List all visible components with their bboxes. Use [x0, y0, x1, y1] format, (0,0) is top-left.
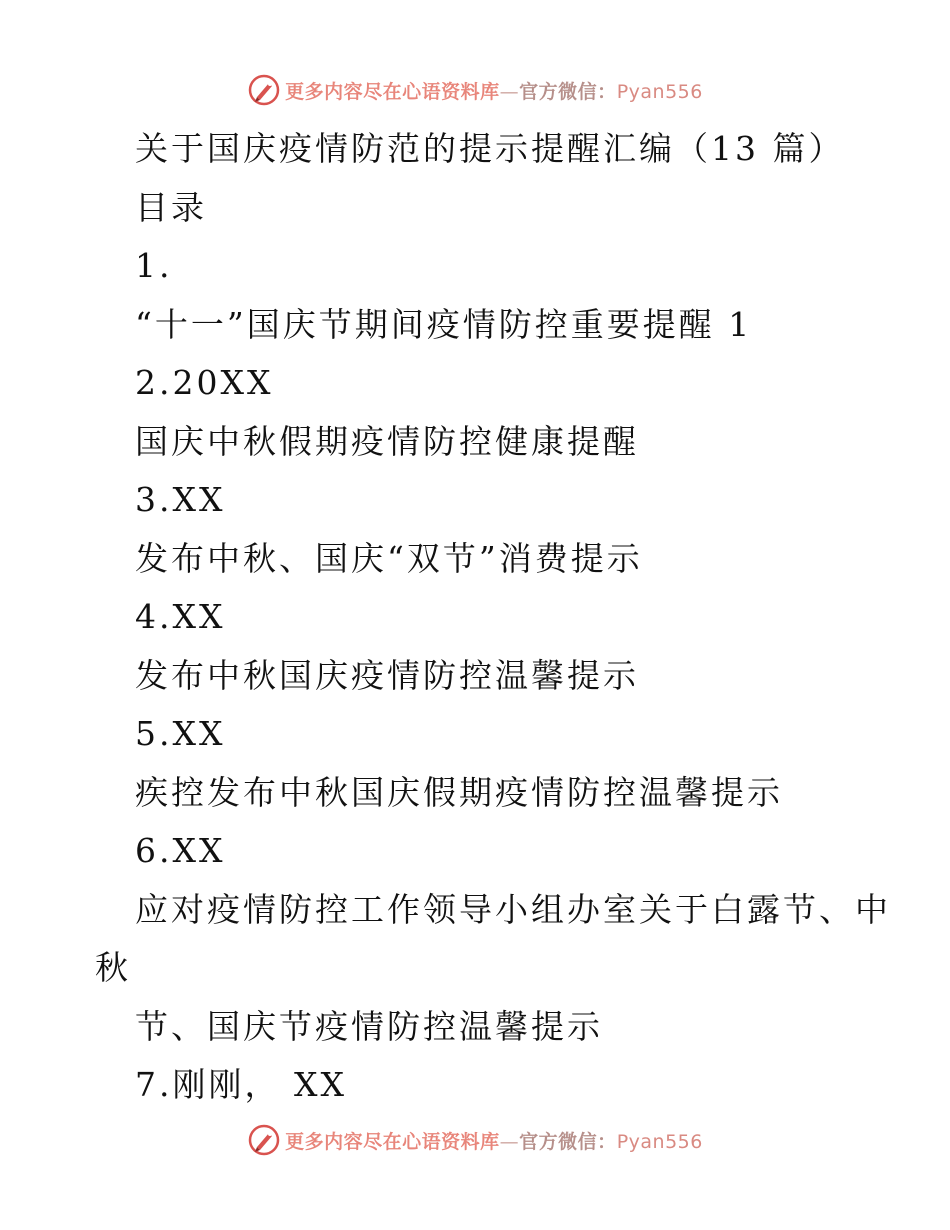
watermark-text [285, 1127, 703, 1154]
watermark-separator: — [499, 1130, 520, 1153]
toc-item-text: 国庆中秋假期疫情防控健康提醒 [135, 421, 639, 461]
watermark-text [285, 77, 703, 104]
pen-logo-icon [247, 73, 281, 107]
document-body [95, 120, 891, 1115]
toc-item-text: 节、国庆节疫情防控温馨提示 [135, 1006, 603, 1046]
toc-item-text: 发布中秋、国庆“双节”消费提示 [135, 538, 643, 578]
toc-item-text: “十一”国庆节期间疫情防控重要提醒 1 [135, 304, 753, 344]
watermark-site-text: 更多内容尽在心语资料库 [285, 1130, 500, 1153]
pen-logo-icon [247, 1123, 281, 1157]
toc-item-text-wrap: 秋 [95, 948, 131, 987]
toc-item-number: 1. [135, 246, 173, 285]
toc-item-number: 2.20XX [135, 363, 274, 402]
watermark-separator: — [499, 80, 520, 103]
toc-item-number: 3.XX [135, 480, 226, 519]
watermark-wechat-id: Pyan556 [616, 1130, 703, 1153]
toc-item-text: 疾控发布中秋国庆假期疫情防控温馨提示 [135, 772, 783, 812]
watermark-site-text: 更多内容尽在心语资料库 [285, 80, 500, 103]
watermark-wechat-id: Pyan556 [616, 80, 703, 103]
header-watermark-banner [0, 70, 950, 110]
watermark-wechat-label: 官方微信： [519, 1130, 617, 1153]
toc-item-number: 6.XX [135, 831, 226, 870]
toc-heading: 目录 [135, 187, 207, 227]
document-title: 关于国庆疫情防范的提示提醒汇编（13 篇） [135, 129, 845, 168]
toc-item-text: 应对疫情防控工作领导小组办室关于白露节、中 [135, 889, 891, 929]
footer-watermark-banner [0, 1120, 950, 1160]
toc-item-number: 5.XX [135, 714, 226, 753]
toc-item-text: 发布中秋国庆疫情防控温馨提示 [135, 655, 639, 695]
watermark-wechat-label: 官方微信： [519, 80, 617, 103]
toc-item-number: 4.XX [135, 597, 226, 636]
toc-item-number: 7.刚刚， XX [135, 1065, 347, 1104]
